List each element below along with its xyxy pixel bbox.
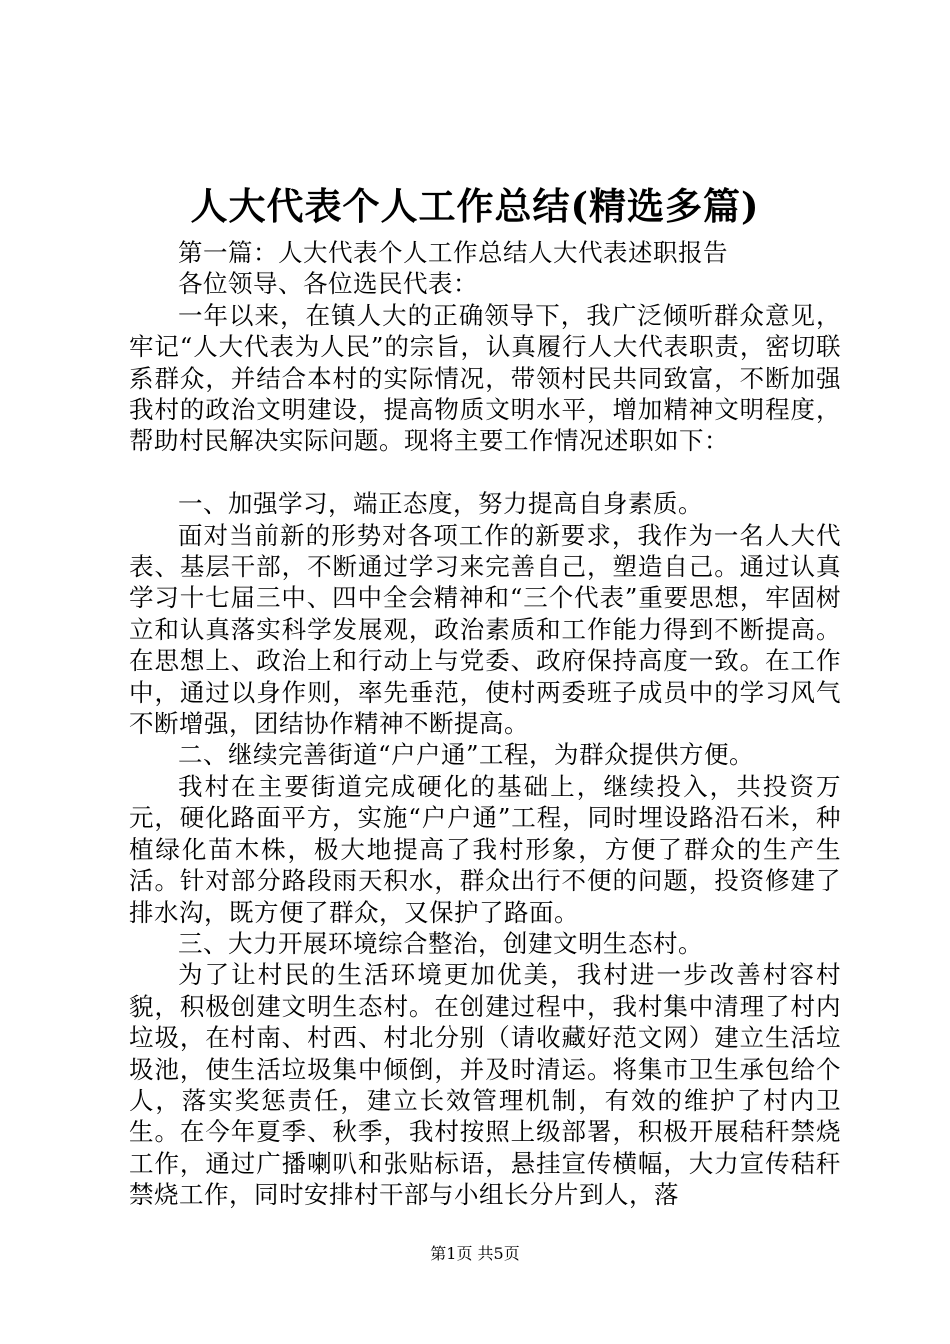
paragraph-section-heading: 第一篇：人大代表个人工作总结人大代表述职报告 xyxy=(178,238,728,267)
paragraph-body-1: 面对当前新的形势对各项工作的新要求，我作为一名人大代表、基层干部，不断通过学习来完善自己，塑造自己。通过认真学习十七届三中、四中全会精神和“三个代表”重要思想，牢固树立和认真落实科学发展观，政治素质和工作能力得到不断提高。在思想上、政治上和行动上与党委、政府保持高度一致。在工作中，通过以身作则，率先垂范，使村两委班子成员中的学习风气不断增强，团结协作精神不断提高。 xyxy=(129,520,841,739)
paragraph-heading-3: 三、大力开展环境综合整治，创建文明生态村。 xyxy=(178,928,703,958)
document-title: 人大代表个人工作总结(精选多篇) xyxy=(190,184,760,228)
page-number-footer: 第1页 共5页 xyxy=(430,1244,520,1263)
paragraph-intro: 一年以来，在镇人大的正确领导下，我广泛倾听群众意见，牢记“人大代表为人民”的宗旨，认真履行人大代表职责，密切联系群众，并结合本村的实际情况，带领村民共同致富，不断加强我村的政治文明建设，提高物质文明水平，增加精神文明程度，帮助村民解决实际问题。现将主要工作情况述职如下： xyxy=(129,300,841,456)
paragraph-body-3: 为了让村民的生活环境更加优美，我村进一步改善村容村貌，积极创建文明生态村。在创建过程中，我村集中清理了村内垃圾，在村南、村西、村北分别（请收藏好范文网）建立生活垃圾池，使生活垃圾集中倾倒，并及时清运。将集市卫生承包给个人，落实奖惩责任，建立长效管理机制，有效的维护了村内卫生。在今年夏季、秋季，我村按照上级部署，积极开展秸秆禁烧工作，通过广播喇叭和张贴标语，悬挂宣传横幅，大力宣传秸秆禁烧工作，同时安排村干部与小组长分片到人，落 xyxy=(129,960,841,1210)
document-body xyxy=(129,237,841,1211)
paragraph-salutation: 各位领导、各位选民代表： xyxy=(178,269,478,299)
paragraph-heading-2: 二、继续完善街道“户户通”工程，为群众提供方便。 xyxy=(178,740,755,770)
paragraph-heading-1: 一、加强学习，端正态度，努力提高自身素质。 xyxy=(178,489,703,519)
paragraph-body-2: 我村在主要街道完成硬化的基础上，继续投入，共投资万元，硬化路面平方，实施“户户通”工程，同时埋设路沿石米，种植绿化苗木株，极大地提高了我村形象，方便了群众的生产生活。针对部分路段雨天积水，群众出行不便的问题，投资修建了排水沟，既方便了群众，又保护了路面。 xyxy=(129,771,841,927)
